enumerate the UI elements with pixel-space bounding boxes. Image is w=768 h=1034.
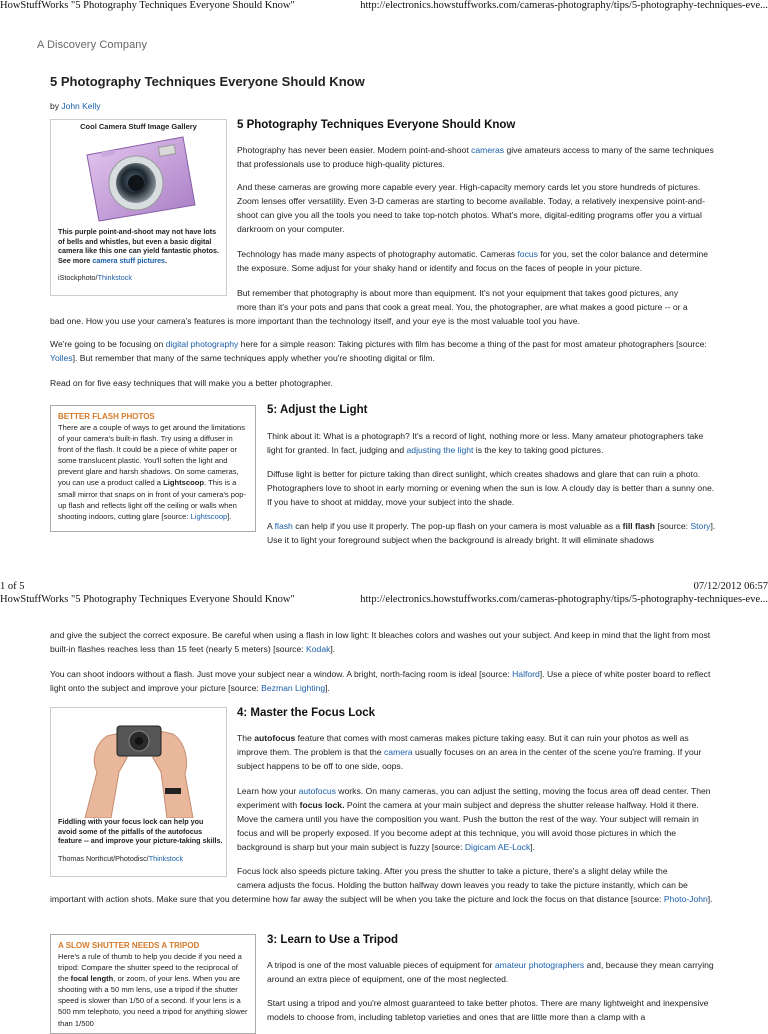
print-header-url-2: http://electronics.howstuffworks.com/cameras-photography/tips/5-photography-techniques-eve... xyxy=(360,594,768,605)
gallery-caption-text: This purple point-and-shoot may not have lots of bells and whistles, but even a basic digital camera like this one can yield fantastic photos. See more xyxy=(58,227,219,265)
camera-link[interactable]: camera xyxy=(383,747,413,757)
section-5-paragraph-2: Diffuse light is better for picture taking than direct sunlight, which creates shadows and glare that can ruin a photo. Photographers love to shoot in early morning or evening when the sun is low. A cloudy day is better than a sunny one. If you have to shoot at midday, move your subject into the shade. xyxy=(267,469,715,507)
s4-p3-line3-text: important with action shots. Make sure that you determine how far away the subject will be when you take the picture and lock the focus on that distance [source: xyxy=(50,894,664,904)
story-link[interactable]: Story xyxy=(690,521,711,531)
section-4-title: 4: Master the Focus Lock xyxy=(237,707,376,719)
print-timestamp: 07/12/2012 06:57 xyxy=(693,581,768,592)
focus-image-credit xyxy=(58,854,183,864)
s5-p1-b: is the key to taking good pictures. xyxy=(473,445,604,455)
logo-text: A Discovery Company xyxy=(37,39,148,51)
section-4-paragraph-1 xyxy=(237,731,717,773)
intro-paragraph-6: Read on for five easy techniques that will make you a better photographer. xyxy=(50,378,333,388)
intro-paragraph-4-line-1: But remember that photography is about more than equipment. It's not your equipment that takes good pictures, any xyxy=(237,288,679,298)
lightscoop-bold: Lightscoop xyxy=(163,478,205,488)
s4-p1-b: feature that comes with most cameras makes picture taking easy. But it can ruin your photos as well as improve them. The problem is that the xyxy=(237,733,689,757)
print-header-title-2: HowStuffWorks "5 Photography Techniques Everyone Should Know" xyxy=(0,594,295,605)
section-5-title: 5: Adjust the Light xyxy=(267,404,368,416)
byline xyxy=(50,101,101,111)
gallery-title: Cool Camera Stuff Image Gallery xyxy=(80,122,197,131)
section-3-paragraph-1 xyxy=(267,958,719,986)
autofocus-link[interactable]: autofocus xyxy=(298,786,336,796)
c2-b: ]. Use a piece of white poster board to reflect light onto the subject and improve your picture [source: xyxy=(50,669,711,693)
autofocus-bold: autofocus xyxy=(254,733,296,743)
amateur-photographers-link[interactable]: amateur photographers xyxy=(494,960,585,970)
gallery-caption-end: . xyxy=(165,255,168,265)
article-title: 5 Photography Techniques Everyone Should Know xyxy=(50,74,365,89)
section-intro-title: 5 Photography Techniques Everyone Should Know xyxy=(237,119,516,131)
hands-holding-camera-image xyxy=(67,714,212,818)
s5-p3-d: ]. Use it to light your foreground subject when the background is already bright. It will eliminate shadows xyxy=(267,521,716,545)
continued-paragraph-2 xyxy=(50,667,715,695)
camera-stuff-pictures-link[interactable]: camera stuff pictures xyxy=(92,255,166,265)
focus-credit-text: Thomas Northcut/Photodisc/ xyxy=(58,854,149,863)
c2-a: You can shoot indoors without a flash. Just move your subject near a window. A bright, north-facing room is ideal [source: xyxy=(50,669,513,679)
s4-p3-end: ]. xyxy=(707,894,713,904)
photo-john-link[interactable]: Photo-John xyxy=(663,894,708,904)
s5-p3-b: can help if you use it properly. The pop-up flash on your camera is most valuable as a xyxy=(292,521,623,531)
flash-body-c: ]. xyxy=(227,511,232,521)
image-gallery-box xyxy=(50,119,227,296)
flash-link[interactable]: flash xyxy=(274,521,293,531)
p1-text-b: give amateurs access to many of the same techniques that professionals use to produce high-quality pictures. xyxy=(237,145,714,169)
thinkstock-link[interactable]: Thinkstock xyxy=(97,273,132,282)
focus-lock-bold: focus lock. xyxy=(299,800,345,810)
section-5-paragraph-3 xyxy=(267,519,717,547)
purple-camera-image xyxy=(81,133,199,223)
tripod-body-b: , or zoom, of your lens. When you are shooting with a 50 mm lens, use a tripod if the shutter speed is slower than 1/50 of a second. If your lens is a 500 mm telephoto, you need a tripod for anything slower than 1/500 xyxy=(58,974,248,1028)
s5-p1-a: Think about it: What is a photograph? It's a record of light, nothing more or less. Many amateur photographers take light for granted. In fact, judging and xyxy=(267,431,704,455)
fill-flash-bold: fill flash xyxy=(622,521,656,531)
byline-prefix: by xyxy=(50,101,62,111)
s4-p2-b: works. On many cameras, you can adjust the setting, moving the focus area off dead center. Then experiment with xyxy=(237,786,711,810)
intro-paragraph-2: And these cameras are growing more capable every year. High-capacity memory cards let you store hundreds of pictures. Zoom lenses offer versatility. Even 3-D cameras are starting to become available. Today, a relatively inexpensive point-and-shoot can give you all the tools you need to take top-notch photos. What's more, digital-editing programs offer you a virtual darkroom on your computer. xyxy=(237,182,705,234)
intro-paragraph-1 xyxy=(237,143,715,171)
c1-b: ]. xyxy=(330,644,336,654)
p1-text-a: Photography has never been easier. Modern point-and-shoot xyxy=(237,145,472,155)
halford-link[interactable]: Halford xyxy=(512,669,540,679)
p5-text-c: ]. But remember that many of the same techniques apply whether you're shooting digital or film. xyxy=(72,353,435,363)
s4-p2-a: Learn how your xyxy=(237,786,299,796)
section-4-paragraph-3-line-2: camera adjusts the focus. Holding the button halfway down leaves you ready to take the picture instantly, which can be xyxy=(237,880,688,890)
yolles-link[interactable]: Yolles xyxy=(50,353,73,363)
discovery-logo[interactable] xyxy=(37,39,147,51)
gallery-caption xyxy=(58,227,224,265)
p3-text-b: for you, set the color balance and determine the exposure. Some adjust for your shaky hand or identify and focus on the faces of people in your picture. xyxy=(237,249,709,273)
adjusting-the-light-link[interactable]: adjusting the light xyxy=(406,445,474,455)
slow-shutter-title: A SLOW SHUTTER NEEDS A TRIPOD xyxy=(58,941,200,950)
print-footer xyxy=(0,581,768,595)
s4-p1-a: The xyxy=(237,733,255,743)
s4-p2-d: ]. xyxy=(530,842,536,852)
s3-p1-b: and, because they mean carrying around an extra piece of equipment, one of the most neglected. xyxy=(267,960,714,984)
print-header xyxy=(0,0,768,14)
page-number: 1 of 5 xyxy=(0,581,25,592)
print-header-url: http://electronics.howstuffworks.com/cameras-photography/tips/5-photography-techniques-eve... xyxy=(360,0,768,11)
tripod-body-a: Here's a rule of thumb to help you decide if you need a tripod: Compare the shutter speed to the reciprocal of the xyxy=(58,952,242,984)
print-header-2 xyxy=(0,594,768,608)
print-header-title: HowStuffWorks "5 Photography Techniques Everyone Should Know" xyxy=(0,0,295,11)
intro-paragraph-4-line-3: bad one. How you use your camera's features is more important than the technology itself, and your eye is the most valuable tool you have. xyxy=(50,316,580,326)
gallery-credit-text: iStockphoto/ xyxy=(58,273,98,282)
better-flash-title: BETTER FLASH PHOTOS xyxy=(58,412,155,421)
digicam-ae-lock-link[interactable]: Digicam AE-Lock xyxy=(464,842,531,852)
section-5-paragraph-1 xyxy=(267,429,717,457)
focus-lock-image-box xyxy=(50,707,227,877)
s3-p1-a: A tripod is one of the most valuable pieces of equipment for xyxy=(267,960,495,970)
p5-text-b: here for a simple reason: Taking pictures with film has become a thing of the past for most amateur photographers [source: xyxy=(238,339,707,349)
bezman-lighting-link[interactable]: Bezman Lighting xyxy=(261,683,326,693)
focus-image-caption: Fiddling with your focus lock can help you avoid some of the pitfalls of the autofocus feature -- and improve your picture-taking skills. xyxy=(58,817,223,846)
s4-p2-c: Point the camera at your main subject and depress the shutter release halfway. Hold it there. Move the camera until you have the composition you want. Push the button the rest of the way. Your subject will remain in focus and will be properly exposed. If you become adept at this technique, you will avoid those pictures in which the background is sharp but your main subject is fuzzy [source: xyxy=(237,800,699,852)
gallery-credit xyxy=(58,273,132,283)
c1-a: and give the subject the correct exposure. Be careful when using a flash in low light: It bleaches colors and washes out your subject. And keep in mind that the light from most built-in flashes reaches less than 15 feet (nearly 5 meters) [source: xyxy=(50,630,711,654)
slow-shutter-sidebar xyxy=(50,934,256,1034)
better-flash-sidebar xyxy=(50,405,256,532)
focal-length-bold: focal length xyxy=(70,974,114,984)
section-4-paragraph-3-line-1: Focus lock also speeds picture taking. After you press the shutter to take a picture, there's a slight delay while the xyxy=(237,866,668,876)
intro-paragraph-3 xyxy=(237,247,715,275)
focus-link[interactable]: focus xyxy=(517,249,538,259)
digital-photography-link[interactable]: digital photography xyxy=(165,339,239,349)
flash-body-a: There are a couple of ways to get around the limitations of your camera's built-in flash. Try using a diffuser in front of the flash. It could be a piece of white paper or some translucent plastic. You'll soften the light and prevent glare and harsh shadows. On some cameras, you can use a product called a xyxy=(58,423,245,488)
section-4-paragraph-2 xyxy=(237,784,717,854)
c2-c: ]. xyxy=(325,683,330,693)
s5-p3-c: [source: xyxy=(655,521,691,531)
s4-p1-c: usually focuses on an area in the center of the scene you're framing. If your subject happens to be off to one side, oops. xyxy=(237,747,702,771)
slow-shutter-body xyxy=(58,951,248,1029)
thinkstock-link-2[interactable]: Thinkstock xyxy=(148,854,184,863)
section-4-paragraph-3-line-3 xyxy=(50,892,715,906)
flash-body-b: . This is a small mirror that snaps on in front of your camera's pop-up flash and reflects light off the ceiling or walls when shooting indoors, cutting glare [source: xyxy=(58,478,246,521)
kodak-link[interactable]: Kodak xyxy=(306,644,331,654)
intro-paragraph-5 xyxy=(50,337,715,365)
section-3-title: 3: Learn to Use a Tripod xyxy=(267,934,398,946)
author-link[interactable]: John Kelly xyxy=(61,101,101,111)
s5-p3-a: A xyxy=(267,521,275,531)
intro-paragraph-4-line-2: more than it's your pots and pans that cook a great meal. You, the photographer, are what makes a good picture -- or a xyxy=(237,302,688,312)
better-flash-body xyxy=(58,422,248,522)
section-3-paragraph-2: Start using a tripod and you're almost guaranteed to take better photos. There are many lightweight and inexpensive models to choose from, including tabletop varieties and ones that are little more than a clamp with a xyxy=(267,998,709,1022)
lightscoop-link[interactable]: Lightscoop xyxy=(190,511,228,521)
cameras-link[interactable]: cameras xyxy=(471,145,505,155)
p5-text-a: We're going to be focusing on xyxy=(50,339,166,349)
continued-paragraph-1 xyxy=(50,628,715,656)
p3-text-a: Technology has made many aspects of photography automatic. Cameras xyxy=(237,249,518,259)
